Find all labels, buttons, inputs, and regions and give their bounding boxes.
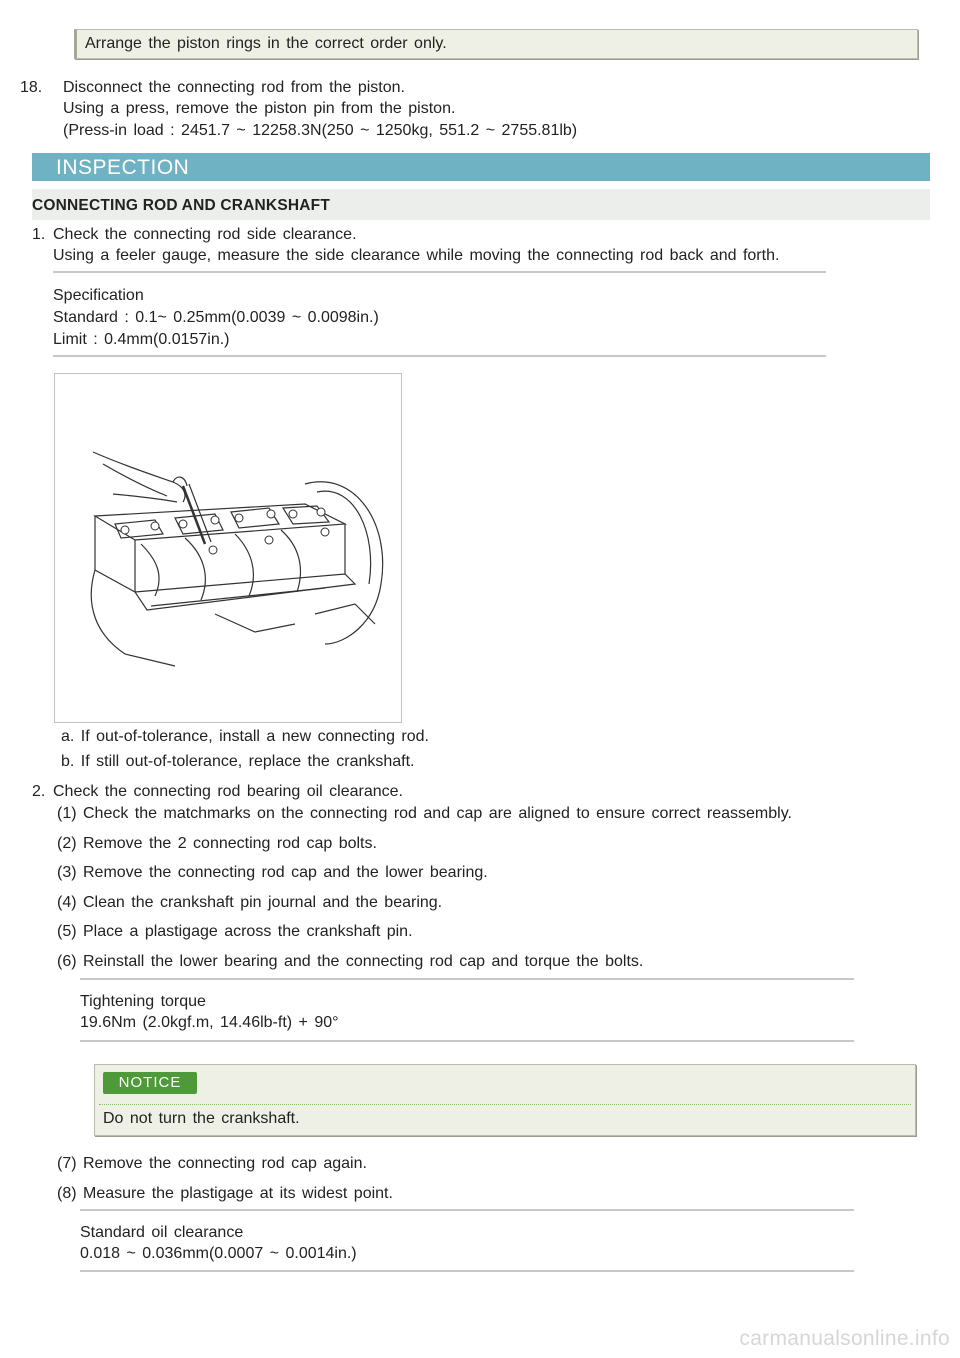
notice-box — [94, 1064, 916, 1136]
oil-clearance-value: 0.018 ~ 0.036mm(0.0007 ~ 0.0014in.) — [80, 1245, 357, 1262]
notice-badge: NOTICE — [103, 1072, 197, 1094]
step-2-item-8: (8) Measure the plastigage at its widest point. — [57, 1185, 393, 1202]
step-2-item-1: (1) Check the matchmarks on the connecting rod and cap are aligned to ensure correct reassembly. — [57, 805, 792, 822]
step-1-sub-b: b. If still out-of-tolerance, replace the crankshaft. — [61, 753, 415, 770]
step-2-item-7: (7) Remove the connecting rod cap again. — [57, 1155, 367, 1172]
torque-rule-bottom — [80, 1040, 854, 1042]
subsection-title: CONNECTING ROD AND CRANKSHAFT — [32, 197, 330, 214]
step-2-item-6: (6) Reinstall the lower bearing and the connecting rod cap and torque the bolts. — [57, 953, 644, 970]
oil-rule-bottom — [80, 1270, 854, 1272]
subsection-header — [32, 189, 930, 220]
step-2-item-5: (5) Place a plastigage across the crankshaft pin. — [57, 923, 413, 940]
torque-value: 19.6Nm (2.0kgf.m, 14.46lb-ft) + 90° — [80, 1014, 339, 1031]
notice-divider — [99, 1104, 911, 1105]
step-18-title: Disconnect the connecting rod from the piston. — [63, 79, 405, 96]
spec-rule-top — [53, 271, 826, 273]
step-18-line3: (Press-in load : 2451.7 ~ 12258.3N(250 ~ 1250kg, 551.2 ~ 2755.81lb) — [63, 122, 578, 139]
crankshaft-illustration — [55, 374, 401, 722]
step-2-item-4: (4) Clean the crankshaft pin journal and the bearing. — [57, 894, 443, 911]
spec-standard: Standard : 0.1~ 0.25mm(0.0039 ~ 0.0098in.) — [53, 309, 379, 326]
top-note-text: Arrange the piston rings in the correct order only. — [85, 35, 447, 52]
spec-heading: Specification — [53, 287, 144, 304]
step-2-number: 2. — [32, 783, 46, 800]
step-2-item-2: (2) Remove the 2 connecting rod cap bolts. — [57, 835, 377, 852]
step-1-sub-a: a. If out-of-tolerance, install a new connecting rod. — [61, 728, 429, 745]
step-1-number: 1. — [32, 226, 46, 243]
step-18-number: 18. — [20, 79, 43, 96]
oil-clearance-heading: Standard oil clearance — [80, 1224, 244, 1241]
step-18-line2: Using a press, remove the piston pin from the piston. — [63, 100, 456, 117]
torque-heading: Tightening torque — [80, 993, 206, 1010]
section-title: INSPECTION — [56, 156, 190, 179]
spec-limit: Limit : 0.4mm(0.0157in.) — [53, 331, 230, 348]
spec-rule-bottom — [53, 355, 826, 357]
section-header-inspection — [32, 153, 930, 181]
top-note-box — [74, 29, 918, 59]
notice-text: Do not turn the crankshaft. — [103, 1110, 300, 1127]
watermark: carmanualsonline.info — [739, 1327, 950, 1350]
step-2-title: Check the connecting rod bearing oil clearance. — [53, 783, 403, 800]
oil-rule-top — [80, 1209, 854, 1211]
step-1-line2: Using a feeler gauge, measure the side clearance while moving the connecting rod back and forth. — [53, 247, 780, 264]
figure-feeler-gauge — [54, 373, 402, 723]
step-2-item-3: (3) Remove the connecting rod cap and the lower bearing. — [57, 864, 488, 881]
step-1-title: Check the connecting rod side clearance. — [53, 226, 357, 243]
torque-rule-top — [80, 978, 854, 980]
